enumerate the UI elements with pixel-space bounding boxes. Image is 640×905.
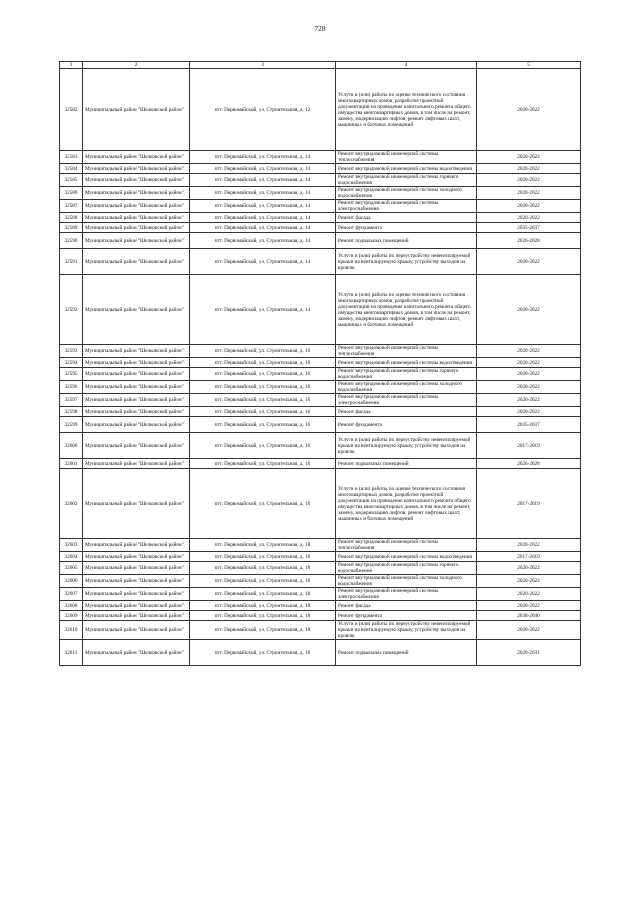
row-number: 32589 (60, 223, 83, 233)
row-number: 32593 (60, 345, 83, 358)
work-type-cell: Услуги и (или) работы по переустройству невентилируемой крыши на вентилируемую крышу, устройству выходов на кровлю (336, 249, 477, 275)
table-row (60, 151, 581, 164)
row-number: 32583 (60, 151, 83, 164)
address-cell: пгт. Первомайский, ул. Строительная, д. 18 (190, 640, 336, 666)
table-row (60, 358, 581, 368)
table-row (60, 539, 581, 552)
period-cell: 2020-2022 (477, 174, 581, 187)
column-header-3: 3 (190, 62, 336, 69)
municipality-cell: Муниципальный район "Шелковской район" (83, 345, 190, 358)
table-row (60, 394, 581, 407)
table-row (60, 469, 581, 539)
column-header-4: 4 (336, 62, 477, 69)
row-number: 32609 (60, 611, 83, 621)
table-row (60, 407, 581, 417)
work-type-cell: Ремонт внутридомовой инженерной системы теплоснабжения (336, 151, 477, 164)
address-cell: пгт. Первомайский, ул. Строительная, д. 14 (190, 233, 336, 249)
table-row (60, 640, 581, 666)
period-cell: 2020-2022 (477, 407, 581, 417)
table-row (60, 345, 581, 358)
address-cell: пгт. Первомайский, ул. Строительная, д. 16 (190, 345, 336, 358)
address-cell: пгт. Первомайский, ул. Строительная, д. 16 (190, 358, 336, 368)
work-type-cell: Ремонт фундамента (336, 611, 477, 621)
address-cell: пгт. Первомайский, ул. Строительная, д. 18 (190, 588, 336, 601)
period-cell: 2026-2028 (477, 459, 581, 469)
row-number: 32606 (60, 575, 83, 588)
address-cell: пгт. Первомайский, ул. Строительная, д. 14 (190, 249, 336, 275)
work-type-cell: Ремонт внутридомовой инженерной системы водоотведения (336, 164, 477, 174)
table-row (60, 621, 581, 640)
address-cell: пгт. Первомайский, ул. Строительная, д. 14 (190, 164, 336, 174)
municipality-cell: Муниципальный район "Шелковской район" (83, 151, 190, 164)
municipality-cell: Муниципальный район "Шелковской район" (83, 69, 190, 151)
period-cell: 2017-2019 (477, 469, 581, 539)
period-cell: 2020-2022 (477, 69, 581, 151)
table-row (60, 575, 581, 588)
address-cell: пгт. Первомайский, ул. Строительная, д. 18 (190, 539, 336, 552)
table-row (60, 562, 581, 575)
address-cell: пгт. Первомайский, ул. Строительная, д. 14 (190, 187, 336, 200)
row-number: 32586 (60, 187, 83, 200)
work-type-cell: Ремонт внутридомовой инженерной системы водоотведения (336, 358, 477, 368)
municipality-cell: Муниципальный район "Шелковской район" (83, 601, 190, 611)
address-cell: пгт. Первомайский, ул. Строительная, д. 16 (190, 469, 336, 539)
period-cell: 2020-2022 (477, 187, 581, 200)
work-type-cell: Ремонт фасада (336, 213, 477, 223)
work-type-cell: Услуги и (или) работы по оценке технического состояния многоквартирных домов, разработке проектной документации на проведение капитального ремонта общего имущества многоквартирных домов, в том числе на ремонт, замену, модернизацию лифтов, ремонт лифтовых шахт, машинных и блочных помещений (336, 275, 477, 345)
row-number: 32588 (60, 213, 83, 223)
row-number: 32592 (60, 275, 83, 345)
column-header-1: 1 (60, 62, 83, 69)
address-cell: пгт. Первомайский, ул. Строительная, д. 16 (190, 394, 336, 407)
address-cell: пгт. Первомайский, ул. Строительная, д. 14 (190, 200, 336, 213)
address-cell: пгт. Первомайский, ул. Строительная, д. 14 (190, 223, 336, 233)
table-row (60, 588, 581, 601)
address-cell: пгт. Первомайский, ул. Строительная, д. 18 (190, 601, 336, 611)
work-type-cell: Ремонт внутридомовой инженерной системы холодного водоснабжения (336, 187, 477, 200)
row-number: 32598 (60, 407, 83, 417)
table-row (60, 164, 581, 174)
municipality-cell: Муниципальный район "Шелковской район" (83, 200, 190, 213)
address-cell: пгт. Первомайский, ул. Строительная, д. 14 (190, 275, 336, 345)
municipality-cell: Муниципальный район "Шелковской район" (83, 459, 190, 469)
work-type-cell: Ремонт внутридомовой инженерной системы холодного водоснабжения (336, 575, 477, 588)
work-type-cell: Услуги и (или) работы по переустройству невентилируемой крыши на вентилируемую крышу, устройству выходов на кровлю (336, 621, 477, 640)
municipality-cell: Муниципальный район "Шелковской район" (83, 640, 190, 666)
table-row (60, 213, 581, 223)
municipality-cell: Муниципальный район "Шелковской район" (83, 249, 190, 275)
work-type-cell: Ремонт внутридомовой инженерной системы горячего водоснабжения (336, 368, 477, 381)
work-type-cell: Услуги и (или) работы по оценке технического состояния многоквартирных домов, разработке проектной документации на проведение капитального ремонта общего имущества многоквартирных домов, в том числе на ремонт, замену, модернизацию лифтов, ремонт лифтовых шахт, машинных и блочных помещений (336, 469, 477, 539)
work-type-cell: Ремонт внутридомовой инженерной системы электроснабжения (336, 588, 477, 601)
row-number: 32584 (60, 164, 83, 174)
table-row (60, 223, 581, 233)
period-cell: 2020-2022 (477, 601, 581, 611)
municipality-cell: Муниципальный район "Шелковской район" (83, 407, 190, 417)
work-type-cell: Ремонт фундамента (336, 417, 477, 433)
period-cell: 2038-2040 (477, 611, 581, 621)
row-number: 32599 (60, 417, 83, 433)
municipality-cell: Муниципальный район "Шелковской район" (83, 223, 190, 233)
row-number: 32595 (60, 368, 83, 381)
municipality-cell: Муниципальный район "Шелковской район" (83, 381, 190, 394)
row-number: 32594 (60, 358, 83, 368)
row-number: 32590 (60, 233, 83, 249)
work-type-cell: Услуги и (или) работы по оценке технического состояния многоквартирных домов, разработке проектной документации на проведение капитального ремонта общего имущества многоквартирных домов, в том числе на ремонт, замену, модернизацию лифтов, ремонт лифтовых шахт, машинных и блочных помещений (336, 69, 477, 151)
row-number: 32600 (60, 433, 83, 459)
row-number: 32607 (60, 588, 83, 601)
address-cell: пгт. Первомайский, ул. Строительная, д. 14 (190, 174, 336, 187)
row-number: 32611 (60, 640, 83, 666)
municipality-cell: Муниципальный район "Шелковской район" (83, 164, 190, 174)
work-type-cell: Ремонт фундамента (336, 223, 477, 233)
address-cell: пгт. Первомайский, ул. Строительная, д. 16 (190, 407, 336, 417)
work-type-cell: Ремонт внутридомовой инженерной системы теплоснабжения (336, 539, 477, 552)
period-cell: 2026-2028 (477, 233, 581, 249)
address-cell: пгт. Первомайский, ул. Строительная, д. 18 (190, 611, 336, 621)
table-header (60, 62, 581, 69)
work-type-cell: Ремонт внутридомовой инженерной системы электроснабжения (336, 394, 477, 407)
table-row (60, 187, 581, 200)
work-type-cell: Ремонт фасада (336, 407, 477, 417)
municipality-cell: Муниципальный район "Шелковской район" (83, 433, 190, 459)
address-cell: пгт. Первомайский, ул. Строительная, д. 14 (190, 151, 336, 164)
address-cell: пгт. Первомайский, ул. Строительная, д. 14 (190, 213, 336, 223)
row-number: 32582 (60, 69, 83, 151)
period-cell: 2020-2022 (477, 345, 581, 358)
period-cell: 2020-2022 (477, 394, 581, 407)
table-row (60, 200, 581, 213)
table-row (60, 381, 581, 394)
address-cell: пгт. Первомайский, ул. Строительная, д. 16 (190, 381, 336, 394)
period-cell: 2020-2022 (477, 358, 581, 368)
period-cell: 2035-2037 (477, 223, 581, 233)
page-number: 728 (314, 24, 326, 33)
municipality-cell: Муниципальный район "Шелковской район" (83, 575, 190, 588)
address-cell: пгт. Первомайский, ул. Строительная, д. 18 (190, 621, 336, 640)
table-row (60, 69, 581, 151)
municipality-cell: Муниципальный район "Шелковской район" (83, 358, 190, 368)
municipality-cell: Муниципальный район "Шелковской район" (83, 562, 190, 575)
period-cell: 2017-2019 (477, 552, 581, 562)
work-type-cell: Ремонт подвальных помещений (336, 459, 477, 469)
work-type-cell: Ремонт внутридомовой инженерной системы горячего водоснабжения (336, 174, 477, 187)
address-cell: пгт. Первомайский, ул. Строительная, д. 16 (190, 368, 336, 381)
period-cell: 2035-2037 (477, 417, 581, 433)
work-type-cell: Ремонт фасада (336, 601, 477, 611)
municipality-cell: Муниципальный район "Шелковской район" (83, 394, 190, 407)
row-number: 32597 (60, 394, 83, 407)
work-type-cell: Ремонт внутридомовой инженерной системы холодного водоснабжения (336, 381, 477, 394)
period-cell: 2020-2022 (477, 562, 581, 575)
row-number: 32585 (60, 174, 83, 187)
registry-table (59, 61, 581, 666)
row-number: 32603 (60, 539, 83, 552)
municipality-cell: Муниципальный район "Шелковской район" (83, 187, 190, 200)
row-number: 32608 (60, 601, 83, 611)
table-row (60, 275, 581, 345)
work-type-cell: Ремонт внутридомовой инженерной системы водоотведения (336, 552, 477, 562)
table-row (60, 249, 581, 275)
work-type-cell: Ремонт внутридомовой инженерной системы электроснабжения (336, 200, 477, 213)
table-row (60, 174, 581, 187)
municipality-cell: Муниципальный район "Шелковской район" (83, 552, 190, 562)
table-row (60, 233, 581, 249)
address-cell: пгт. Первомайский, ул. Строительная, д. 16 (190, 417, 336, 433)
municipality-cell: Муниципальный район "Шелковской район" (83, 233, 190, 249)
table-row (60, 368, 581, 381)
row-number: 32587 (60, 200, 83, 213)
table-row (60, 611, 581, 621)
municipality-cell: Муниципальный район "Шелковской район" (83, 275, 190, 345)
work-type-cell: Ремонт внутридомовой инженерной системы горячего водоснабжения (336, 562, 477, 575)
table-row (60, 601, 581, 611)
period-cell: 2020-2022 (477, 164, 581, 174)
row-number: 32604 (60, 552, 83, 562)
table-body (60, 69, 581, 666)
work-type-cell: Ремонт подвальных помещений (336, 233, 477, 249)
municipality-cell: Муниципальный район "Шелковской район" (83, 368, 190, 381)
row-number: 32610 (60, 621, 83, 640)
address-cell: пгт. Первомайский, ул. Строительная, д. 16 (190, 459, 336, 469)
period-cell: 2020-2022 (477, 621, 581, 640)
municipality-cell: Муниципальный район "Шелковской район" (83, 539, 190, 552)
period-cell: 2020-2022 (477, 275, 581, 345)
table-row (60, 552, 581, 562)
municipality-cell: Муниципальный район "Шелковской район" (83, 611, 190, 621)
work-type-cell: Ремонт подвальных помещений (336, 640, 477, 666)
period-cell: 2017-2019 (477, 433, 581, 459)
address-cell: пгт. Первомайский, ул. Строительная, д. 16 (190, 433, 336, 459)
column-header-5: 5 (477, 62, 581, 69)
address-cell: пгт. Первомайский, ул. Строительная, д. 18 (190, 562, 336, 575)
period-cell: 2029-2031 (477, 640, 581, 666)
period-cell: 2020-2022 (477, 200, 581, 213)
header-row (60, 62, 581, 69)
work-type-cell: Ремонт внутридомовой инженерной системы теплоснабжения (336, 345, 477, 358)
row-number: 32591 (60, 249, 83, 275)
table-row (60, 459, 581, 469)
address-cell: пгт. Первомайский, ул. Строительная, д. 18 (190, 575, 336, 588)
municipality-cell: Муниципальный район "Шелковской район" (83, 417, 190, 433)
municipality-cell: Муниципальный район "Шелковской район" (83, 588, 190, 601)
municipality-cell: Муниципальный район "Шелковской район" (83, 213, 190, 223)
table-row (60, 433, 581, 459)
row-number: 32602 (60, 469, 83, 539)
period-cell: 2020-2022 (477, 575, 581, 588)
row-number: 32596 (60, 381, 83, 394)
address-cell: пгт. Первомайский, ул. Строительная, д. 12 (190, 69, 336, 151)
column-header-2: 2 (83, 62, 190, 69)
period-cell: 2020-2022 (477, 151, 581, 164)
period-cell: 2020-2022 (477, 539, 581, 552)
municipality-cell: Муниципальный район "Шелковской район" (83, 621, 190, 640)
row-number: 32601 (60, 459, 83, 469)
period-cell: 2020-2022 (477, 249, 581, 275)
period-cell: 2020-2022 (477, 368, 581, 381)
table-row (60, 417, 581, 433)
period-cell: 2020-2022 (477, 381, 581, 394)
period-cell: 2020-2022 (477, 588, 581, 601)
period-cell: 2020-2022 (477, 213, 581, 223)
municipality-cell: Муниципальный район "Шелковской район" (83, 469, 190, 539)
row-number: 32605 (60, 562, 83, 575)
address-cell: пгт. Первомайский, ул. Строительная, д. 18 (190, 552, 336, 562)
municipality-cell: Муниципальный район "Шелковской район" (83, 174, 190, 187)
work-type-cell: Услуги и (или) работы по переустройству невентилируемой крыши на вентилируемую крышу, устройству выходов на кровлю (336, 433, 477, 459)
